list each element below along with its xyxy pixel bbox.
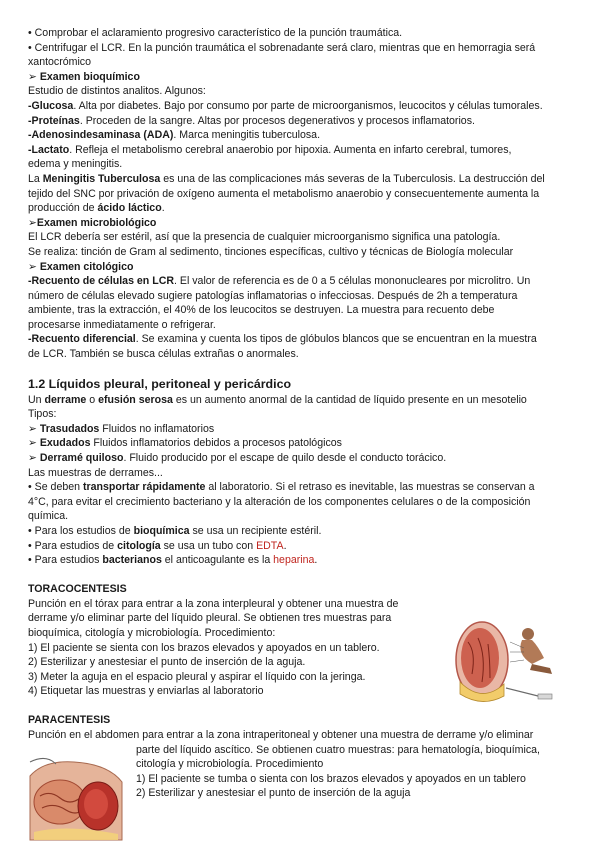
term: -Glucosa	[28, 99, 74, 112]
desc: . Alta por diabetes. Bajo por consumo por parte de microorganismos, leucocitos y células tumorales.	[73, 99, 543, 112]
term: bacterianos	[102, 554, 162, 567]
muestras-bioquimica	[28, 524, 576, 539]
tipo-quiloso	[28, 451, 576, 466]
toraco-l2: derrame y/o eliminar parte del líquido pleural. Se obtienen tres muestras para	[28, 612, 392, 625]
toraco-l3: bioquímica, citología y microbiología. Procedimiento:	[28, 626, 276, 639]
term: ácido láctico	[97, 202, 162, 215]
highlight-edta: EDTA	[256, 539, 284, 552]
text: .	[161, 202, 165, 215]
arrow-bullet-icon: ➢	[28, 70, 37, 83]
toraco-l1: Punción en el tórax para entrar a la zona interpleural y obtener una muestra de	[28, 597, 399, 610]
term: efusión serosa	[98, 393, 173, 406]
arrow-bullet-icon: ➢	[28, 452, 37, 465]
muestras-transporte-l1	[28, 480, 576, 495]
term: -Adenosindesaminasa (ADA)	[28, 129, 174, 142]
heading-toracocentesis: TORACOCENTESIS	[28, 582, 127, 595]
term: Exudados	[39, 437, 91, 450]
text: .	[314, 554, 318, 567]
recuento-l1	[28, 274, 576, 289]
section-title-liquidos: 1.2 Líquidos pleural, peritoneal y pericárdico	[28, 376, 292, 391]
para-step-2: 2) Esterilizar y anestesiar el punto de inserción de la aguja	[136, 787, 411, 800]
term: -Lactato	[28, 143, 70, 156]
term: citología	[117, 539, 161, 552]
thoracentesis-illustration	[446, 612, 558, 710]
meningitis-para-l2: tejido del SNC por privación de oxígeno aumenta el metabolismo anaerobio y consecuentemente aumenta la	[28, 187, 540, 200]
text: se usa un recipiente estéril.	[189, 525, 322, 537]
tipo-trasudados	[28, 422, 576, 437]
diferencial-l2: de LCR. También se busca células extrañas o anormales.	[28, 348, 299, 361]
desc: Fluidos inflamatorios debidos a procesos patológicos	[90, 437, 342, 450]
bioq-intro: Estudio de distintos analitos. Algunos:	[28, 85, 206, 98]
diferencial-l1	[28, 332, 576, 347]
text: o	[86, 393, 99, 406]
term: Trasudados	[39, 422, 100, 435]
heading-examen-microbiologico	[28, 216, 576, 231]
micro-l1: El LCR debería ser estéril, así que la presencia de cualquier microorganismo significa una patología.	[28, 231, 501, 244]
muestras-transporte-l2: 4°C, para evitar el crecimiento bacteriano y la alteración de los componentes celulares o de la composición	[28, 495, 531, 508]
term: -Recuento de células en LCR	[28, 275, 174, 288]
heading-text: Examen citológico	[39, 260, 134, 273]
muestras-transporte-l3: química.	[28, 510, 69, 523]
text: La	[28, 172, 43, 185]
recuento-l2: número de células elevado sugiere patologías inflamatorias o infecciosas. Después de 2h a temperatura	[28, 289, 518, 302]
muestras-bacterianos	[28, 553, 576, 568]
tipos-label: Tipos:	[28, 408, 57, 421]
muestras-citologia	[28, 539, 576, 554]
item-glucosa	[28, 99, 576, 114]
highlight-heparina: heparina	[273, 554, 315, 567]
item-ada	[28, 128, 576, 143]
item-lactato-cont: edema y meningitis.	[28, 158, 123, 171]
term: derrame	[44, 393, 87, 406]
meningitis-para-l1	[28, 172, 576, 187]
recuento-l3: ambiente, tras la extracción, el 40% de los leucocitos se destruyen. La muestra para recuento debe	[28, 304, 495, 317]
arrow-bullet-icon: ➢	[28, 216, 37, 229]
para-l3: citología y microbiología. Procedimiento	[136, 758, 324, 771]
text: es una de las complicaciones más severas de la Tuberculosis. La destrucción del	[160, 172, 545, 185]
text: es un aumento anormal de la cantidad de líquido presente en un mesotelio	[172, 393, 527, 406]
text: producción de	[28, 202, 98, 215]
meningitis-para-l3	[28, 201, 576, 216]
heading-examen-citologico	[28, 260, 576, 275]
para-l1: Punción en el abdomen para entrar a la zona intraperitoneal y obtener una muestra de derrame y/o eliminar	[28, 728, 534, 741]
micro-l2: Se realiza: tinción de Gram al sedimento, tinciones específicas, cultivo y técnicas de Biología molecular	[28, 245, 514, 258]
item-lactato	[28, 143, 576, 158]
heading-text: Examen bioquímico	[39, 70, 140, 83]
term: Meningitis Tuberculosa	[42, 172, 161, 185]
term: Derramé quiloso	[39, 452, 124, 465]
heading-text: Examen microbiológico	[36, 216, 157, 229]
item-proteinas	[28, 114, 576, 129]
text: • Para estudios de	[28, 539, 118, 552]
desc: . Refleja el metabolismo cerebral anaerobio por hipoxia. Aumenta en infarto cerebral, tumores,	[69, 143, 512, 156]
toraco-step-3: 3) Meter la aguja en el espacio pleural y aspirar el líquido con la jeringa.	[28, 670, 366, 683]
term: transportar rápidamente	[82, 481, 206, 494]
text: • Para los estudios de	[28, 525, 134, 537]
muestras-label: Las muestras de derrames...	[28, 466, 163, 479]
para-l2: parte del líquido ascítico. Se obtienen cuatro muestras: para hematología, bioquímica,	[136, 743, 540, 756]
desc: . El valor de referencia es de 0 a 5 células mononucleares por microlitro. Un	[174, 275, 531, 288]
toracocentesis-body	[28, 597, 428, 699]
arrow-bullet-icon: ➢	[28, 437, 37, 450]
desc: . Proceden de la sangre. Altas por procesos degenerativos y procesos inflamatorios.	[79, 114, 475, 127]
text: • Para estudios	[28, 554, 103, 567]
text: se usa un tubo con	[160, 539, 257, 552]
heading-examen-bioquimico	[28, 70, 576, 85]
text: .	[283, 539, 287, 552]
bullet-centrifugar-cont: xantocrómico	[28, 56, 91, 69]
arrow-bullet-icon: ➢	[28, 422, 37, 435]
desc: Fluidos no inflamatorios	[99, 422, 215, 435]
text: • Se deben	[28, 481, 83, 494]
bullet-centrifugar: • Centrifugar el LCR. En la punción traumática el sobrenadante será claro, mientras que en hemorragia será	[28, 41, 536, 54]
term: -Proteínas	[28, 114, 80, 127]
desc: . Marca meningitis tuberculosa.	[173, 129, 321, 142]
derrame-def	[28, 393, 576, 408]
text: el anticoagulante es la	[161, 554, 274, 567]
toraco-step-4: 4) Etiquetar las muestras y enviarlas al laboratorio	[28, 685, 264, 698]
desc: . Fluido producido por el escape de quilo desde el conducto torácico.	[123, 452, 447, 465]
tipo-exudados	[28, 436, 576, 451]
term: bioquímica	[133, 525, 190, 537]
toraco-step-1: 1) El paciente se sienta con los brazos elevados y apoyados en un tablero.	[28, 641, 380, 654]
toraco-step-2: 2) Esterilizar y anestesiar el punto de inserción de la aguja.	[28, 656, 306, 669]
heading-paracentesis: PARACENTESIS	[28, 713, 111, 726]
recuento-l4: procesarse inmediatamente o refrigerar.	[28, 318, 216, 331]
term: -Recuento diferencial	[28, 333, 136, 346]
para-step-1: 1) El paciente se tumba o sienta con los brazos elevados y apoyados en un tablero	[136, 772, 526, 785]
paracentesis-illustration	[26, 752, 126, 846]
text: Un	[28, 393, 45, 406]
bullet-aclaramiento: • Comprobar el aclaramiento progresivo característico de la punción traumática.	[28, 27, 403, 39]
arrow-bullet-icon: ➢	[28, 260, 37, 273]
desc: . Se examina y cuenta los tipos de glóbulos blancos que se encuentran en la muestra	[135, 333, 537, 346]
text: al laboratorio. Si el retraso es inevitable, las muestras se conservan a	[205, 481, 535, 494]
